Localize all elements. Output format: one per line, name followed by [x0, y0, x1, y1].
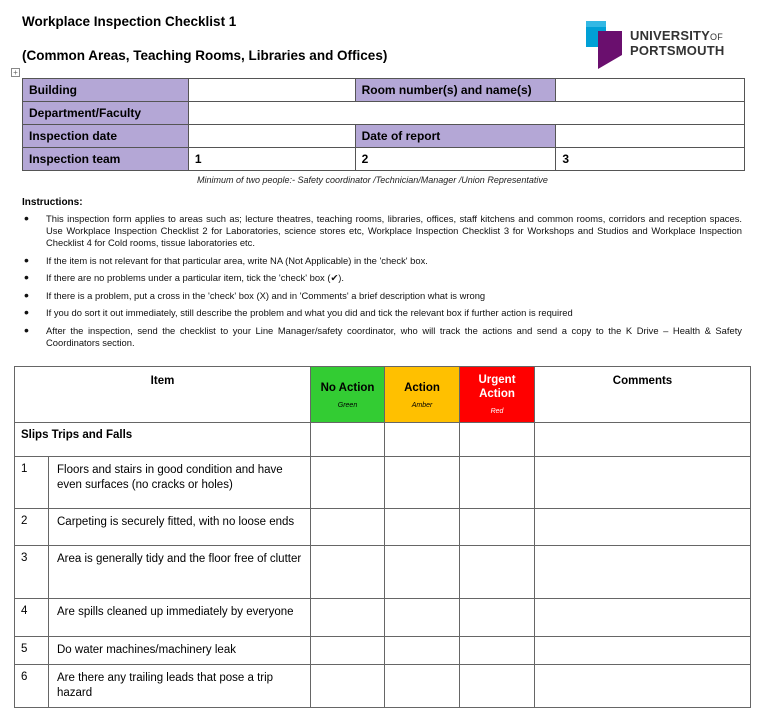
university-logo [586, 21, 736, 71]
comments-cell[interactable] [535, 637, 751, 665]
urgent-action-check[interactable] [460, 599, 535, 637]
row-number: 6 [15, 665, 49, 708]
action-check[interactable] [385, 457, 460, 509]
no-action-label: No Action [320, 382, 375, 394]
no-action-check[interactable] [311, 665, 385, 708]
comments-header: Comments [535, 367, 751, 423]
urgent-action-check[interactable] [460, 457, 535, 509]
instruction-item: • After the inspection, send the checklist to your Line Manager/safety coordinator, who will track the actions and send a copy to the K Drive – Health & Safety Coordinators section. [22, 325, 742, 349]
inspection-team-label: Inspection team [23, 148, 189, 171]
urgent-action-check[interactable] [460, 665, 535, 708]
logo-text [630, 29, 724, 58]
logo-line1-suffix: OF [710, 32, 723, 42]
instructions-heading: Instructions: [22, 197, 83, 208]
logo-line1: UNIVERSITY [630, 28, 711, 43]
comments-cell[interactable] [535, 423, 751, 457]
table-row [15, 599, 751, 637]
action-check[interactable] [385, 637, 460, 665]
check-box[interactable] [311, 423, 385, 457]
row-item-text: Floors and stairs in good condition and have even surfaces (no cracks or holes) [49, 457, 311, 509]
comments-cell[interactable] [535, 546, 751, 599]
instruction-item: • If there are no problems under a particular item, tick the 'check' box (✔). [22, 272, 742, 284]
instruction-item: • If the item is not relevant for that particular area, write NA (Not Applicable) in the 'check' box. [22, 255, 742, 267]
row-item-text: Do water machines/machinery leak [49, 637, 311, 665]
checklist-table [14, 366, 751, 708]
table-row [15, 509, 751, 546]
logo-line2: PORTSMOUTH [630, 43, 725, 58]
row-number: 5 [15, 637, 49, 665]
instructions-list [22, 213, 742, 354]
department-label: Department/Faculty [23, 102, 189, 125]
urgent-action-check[interactable] [460, 546, 535, 599]
urgent-action-sub: Red [490, 408, 504, 415]
section-heading: Slips Trips and Falls [15, 423, 311, 457]
check-box[interactable] [385, 423, 460, 457]
no-action-check[interactable] [311, 546, 385, 599]
row-item-text: Are spills cleaned up immediately by everyone [49, 599, 311, 637]
info-table [22, 78, 745, 171]
team-member-3-field[interactable]: 3 [556, 148, 745, 171]
instruction-item: • This inspection form applies to areas such as; lecture theatres, teaching rooms, libraries, offices, staff kitchens and common rooms, corridors and reception spaces. Use Workplace Inspection Checklist 2 for Laboratories, science stores etc, Workplace Inspection Checklist 3 for Workshops and Studios and Workplace Inspection Checklist 4 for Cold rooms, tissue laboratories etc. [22, 213, 742, 249]
table-row [15, 457, 751, 509]
form-subtitle: (Common Areas, Teaching Rooms, Libraries and Offices) [22, 48, 388, 63]
action-label: Action [404, 382, 440, 394]
no-action-check[interactable] [311, 637, 385, 665]
action-check[interactable] [385, 599, 460, 637]
date-of-report-label: Date of report [355, 125, 556, 148]
action-check[interactable] [385, 546, 460, 599]
action-sub: Amber [411, 402, 433, 409]
no-action-check[interactable] [311, 599, 385, 637]
building-field[interactable] [188, 79, 355, 102]
date-of-report-field[interactable] [556, 125, 745, 148]
instruction-item: • If you do sort it out immediately, still describe the problem and what you did and tick the relevant box if further action is required [22, 307, 742, 319]
urgent-action-label: Urgent Action [478, 374, 516, 400]
no-action-check[interactable] [311, 457, 385, 509]
team-member-1-field[interactable]: 1 [188, 148, 355, 171]
row-number: 3 [15, 546, 49, 599]
instruction-item: • If there is a problem, put a cross in the 'check' box (X) and in 'Comments' a brief description what is wrong [22, 290, 742, 302]
row-item-text: Are there any trailing leads that pose a trip hazard [49, 665, 311, 708]
team-member-2-field[interactable]: 2 [355, 148, 556, 171]
comments-cell[interactable] [535, 457, 751, 509]
department-field[interactable] [188, 102, 744, 125]
table-row [15, 637, 751, 665]
comments-cell[interactable] [535, 509, 751, 546]
building-label: Building [23, 79, 189, 102]
no-action-sub: Green [337, 402, 358, 409]
action-header [385, 367, 460, 423]
comments-cell[interactable] [535, 665, 751, 708]
urgent-action-check[interactable] [460, 509, 535, 546]
urgent-action-header [460, 367, 535, 423]
inspection-date-field[interactable] [188, 125, 355, 148]
action-check[interactable] [385, 509, 460, 546]
table-move-handle-icon[interactable]: + [11, 68, 20, 77]
urgent-action-check[interactable] [460, 637, 535, 665]
no-action-header [311, 367, 385, 423]
room-label: Room number(s) and name(s) [355, 79, 556, 102]
room-field[interactable] [556, 79, 745, 102]
row-item-text: Area is generally tidy and the floor free of clutter [49, 546, 311, 599]
no-action-check[interactable] [311, 509, 385, 546]
team-note: Minimum of two people:- Safety coordinator /Technician/Manager /Union Representative [197, 175, 548, 185]
table-row [15, 546, 751, 599]
check-box[interactable] [460, 423, 535, 457]
row-item-text: Carpeting is securely fitted, with no loose ends [49, 509, 311, 546]
form-title: Workplace Inspection Checklist 1 [22, 14, 237, 29]
item-header: Item [15, 367, 311, 423]
row-number: 1 [15, 457, 49, 509]
comments-cell[interactable] [535, 599, 751, 637]
shield-logo-icon [586, 21, 626, 71]
inspection-date-label: Inspection date [23, 125, 189, 148]
table-row [15, 665, 751, 708]
row-number: 2 [15, 509, 49, 546]
action-check[interactable] [385, 665, 460, 708]
row-number: 4 [15, 599, 49, 637]
